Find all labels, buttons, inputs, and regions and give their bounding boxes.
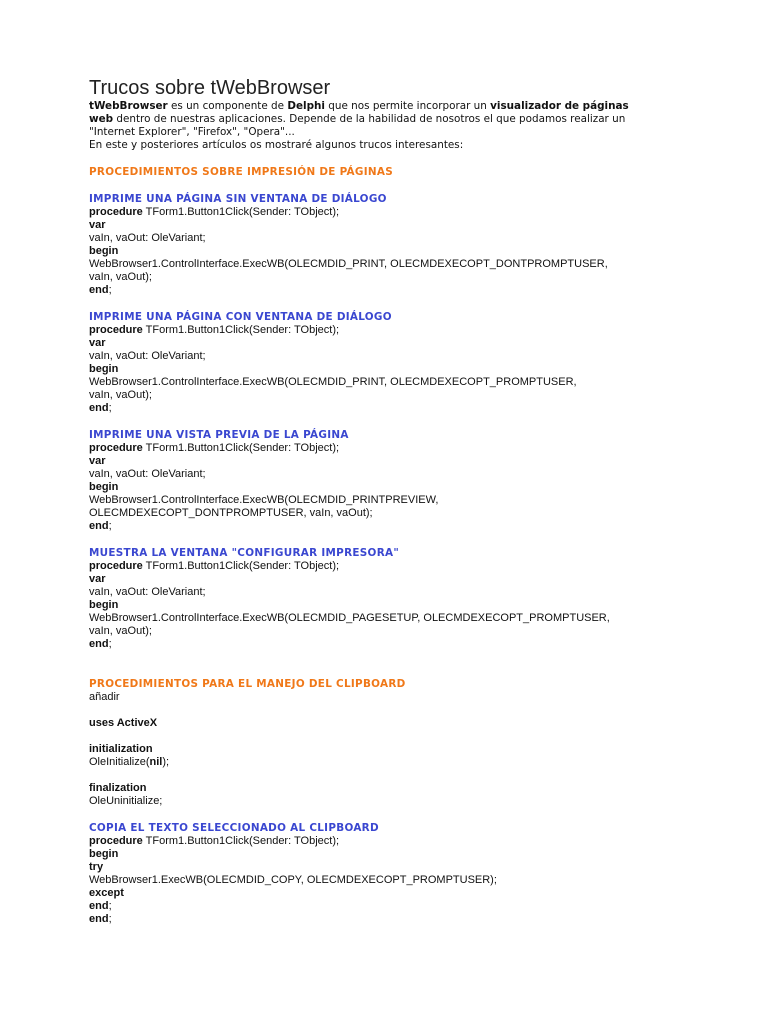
ole-init-call: OleInitialize( — [89, 756, 150, 768]
add-label: añadir — [89, 691, 120, 703]
kw-end: end — [89, 638, 109, 650]
page-title: Trucos sobre tWebBrowser — [89, 77, 331, 99]
kw-var: var — [89, 573, 106, 585]
kw-try: try — [89, 861, 104, 873]
ole-uninitialize: OleUninitialize; — [89, 795, 163, 807]
proc-signature: TForm1.Button1Click(Sender: TObject); — [142, 324, 340, 336]
kw-end: end — [89, 913, 109, 925]
intro-visualizador: visualizador de páginas — [490, 100, 629, 112]
intro-line-1 — [89, 100, 689, 113]
block-heading: MUESTRA LA VENTANA "CONFIGURAR IMPRESORA" — [89, 547, 400, 559]
kw-begin: begin — [89, 481, 119, 493]
kw-procedure: procedure — [89, 560, 143, 572]
exec-call: WebBrowser1.ControlInterface.ExecWB(OLECMDID_PAGESETUP, OLECMDEXECOPT_PROMPTUSER, — [89, 612, 610, 624]
code-block — [89, 206, 689, 297]
block-heading-copy: COPIA EL TEXTO SELECCIONADO AL CLIPBOARD — [89, 822, 379, 834]
var-decl: vaIn, vaOut: OleVariant; — [89, 350, 206, 362]
kw-procedure: procedure — [89, 206, 143, 218]
exec-call-args: vaIn, vaOut); — [89, 625, 152, 637]
document-page — [89, 76, 689, 926]
var-decl: vaIn, vaOut: OleVariant; — [89, 586, 206, 598]
intro-twebbrowser: tWebBrowser — [89, 100, 168, 112]
proc-signature: TForm1.Button1Click(Sender: TObject); — [142, 206, 340, 218]
code-block — [89, 560, 689, 651]
kw-procedure: procedure — [89, 442, 143, 454]
kw-finalization: finalization — [89, 782, 147, 794]
code-block-copy — [89, 835, 689, 926]
code-block — [89, 324, 689, 415]
exec-call-args: vaIn, vaOut); — [89, 389, 152, 401]
section-title-printing: PROCEDIMIENTOS SOBRE IMPRESIÓN DE PÁGINAS — [89, 166, 394, 178]
kw-nil: nil — [149, 756, 163, 768]
ole-initialize — [89, 756, 689, 769]
semicolon: ; — [108, 913, 112, 925]
semicolon: ; — [108, 284, 112, 296]
intro-text: que nos permite incorporar un — [324, 100, 491, 112]
exec-call-args: OLECMDEXECOPT_DONTPROMPTUSER, vaIn, vaOut); — [89, 507, 373, 519]
semicolon: ; — [108, 520, 112, 532]
proc-signature: TForm1.Button1Click(Sender: TObject); — [142, 560, 340, 572]
intro-line-2 — [89, 113, 689, 126]
uses-activex: uses ActiveX — [89, 717, 158, 729]
kw-procedure: procedure — [89, 835, 143, 847]
semicolon: ; — [108, 402, 112, 414]
kw-begin: begin — [89, 848, 119, 860]
kw-var: var — [89, 455, 106, 467]
kw-procedure: procedure — [89, 324, 143, 336]
block-heading: IMPRIME UNA VISTA PREVIA DE LA PÁGINA — [89, 429, 349, 441]
block-heading: IMPRIME UNA PÁGINA SIN VENTANA DE DIÁLOGO — [89, 193, 387, 205]
kw-var: var — [89, 337, 106, 349]
kw-initialization: initialization — [89, 743, 153, 755]
kw-except: except — [89, 887, 124, 899]
ole-init-close: ); — [162, 756, 170, 768]
exec-call-args: vaIn, vaOut); — [89, 271, 152, 283]
code-block — [89, 442, 689, 533]
proc-signature: TForm1.Button1Click(Sender: TObject); — [142, 442, 340, 454]
intro-line-4: En este y posteriores artículos os mostraré algunos trucos interesantes: — [89, 139, 464, 151]
kw-begin: begin — [89, 363, 119, 375]
semicolon: ; — [108, 900, 112, 912]
intro-line-3: "Internet Explorer", "Firefox", "Opera"... — [89, 126, 295, 138]
exec-call: WebBrowser1.ExecWB(OLECMDID_COPY, OLECMDEXECOPT_PROMPTUSER); — [89, 874, 497, 886]
intro-paragraph — [89, 100, 689, 152]
kw-end: end — [89, 284, 109, 296]
var-decl: vaIn, vaOut: OleVariant; — [89, 468, 206, 480]
intro-text: es un componente de — [167, 100, 288, 112]
var-decl: vaIn, vaOut: OleVariant; — [89, 232, 206, 244]
kw-begin: begin — [89, 599, 119, 611]
block-heading: IMPRIME UNA PÁGINA CON VENTANA DE DIÁLOGO — [89, 311, 392, 323]
intro-web: web — [89, 113, 114, 125]
section-title-clipboard: PROCEDIMIENTOS PARA EL MANEJO DEL CLIPBOARD — [89, 678, 406, 690]
intro-delphi: Delphi — [287, 100, 325, 112]
kw-end: end — [89, 520, 109, 532]
kw-begin: begin — [89, 245, 119, 257]
exec-call: WebBrowser1.ControlInterface.ExecWB(OLECMDID_PRINT, OLECMDEXECOPT_DONTPROMPTUSER, — [89, 258, 608, 270]
proc-signature: TForm1.Button1Click(Sender: TObject); — [142, 835, 340, 847]
exec-call: WebBrowser1.ControlInterface.ExecWB(OLECMDID_PRINT, OLECMDEXECOPT_PROMPTUSER, — [89, 376, 577, 388]
kw-end: end — [89, 402, 109, 414]
intro-text: dentro de nuestras aplicaciones. Depende de la habilidad de nosotros el que podamos realizar un — [113, 113, 626, 125]
semicolon: ; — [108, 638, 112, 650]
kw-var: var — [89, 219, 106, 231]
exec-call: WebBrowser1.ControlInterface.ExecWB(OLECMDID_PRINTPREVIEW, — [89, 494, 439, 506]
kw-end: end — [89, 900, 109, 912]
